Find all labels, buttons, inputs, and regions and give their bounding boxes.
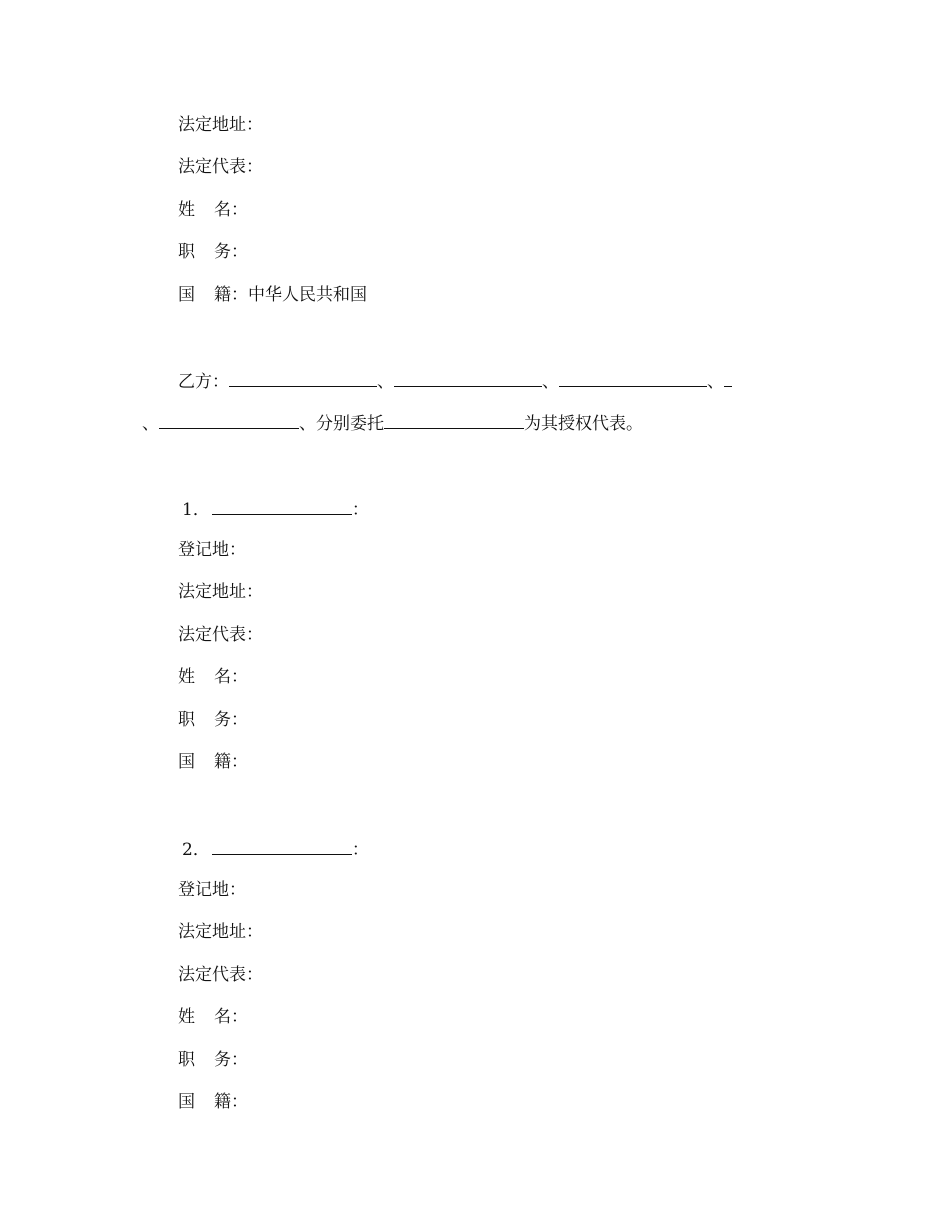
party-b-blank-4[interactable] <box>724 370 732 387</box>
entity-1-legal-rep-label: 法定代表： <box>178 625 263 645</box>
title-label-char-2: 务： <box>214 1050 248 1070</box>
nationality-label-char-1: 国 <box>178 1092 195 1112</box>
colon: ： <box>351 500 369 520</box>
name-label-char-2: 名： <box>214 667 248 687</box>
name-label-char-2: 名： <box>214 200 248 220</box>
entity-1-name-blank[interactable] <box>212 498 352 515</box>
separator: 、 <box>377 372 394 392</box>
entity-1-nationality-label <box>178 751 248 773</box>
authorized-rep-text: 为其授权代表。 <box>524 414 643 434</box>
party-b-blank-1[interactable] <box>229 370 377 387</box>
nationality-label-char-2: 籍： <box>214 285 248 305</box>
name-label-char-1: 姓 <box>178 1007 195 1027</box>
title-label-char-1: 职 <box>178 710 195 730</box>
separator: 、 <box>707 372 724 392</box>
party-b-line-1 <box>178 370 732 393</box>
party-b-blank-5[interactable] <box>159 412 299 429</box>
entity-1-registration-label: 登记地： <box>178 540 246 560</box>
party-a-legal-rep-label: 法定代表： <box>178 157 263 177</box>
party-a-nationality <box>178 284 367 306</box>
entity-1-heading <box>182 498 369 521</box>
entity-1-legal-address-label: 法定地址： <box>178 582 263 602</box>
separator: 、 <box>542 372 559 392</box>
entity-1-name-label <box>178 666 248 688</box>
entity-2-nationality-label <box>178 1091 248 1113</box>
party-b-blank-2[interactable] <box>394 370 542 387</box>
nationality-label-char-1: 国 <box>178 752 195 772</box>
nationality-label-char-2: 籍： <box>214 752 248 772</box>
entity-2-name-label <box>178 1006 248 1028</box>
party-b-label: 乙方： <box>178 372 229 392</box>
entity-2-legal-address-label: 法定地址： <box>178 922 263 942</box>
nationality-label-char-1: 国 <box>178 285 195 305</box>
party-a-name-label <box>178 199 248 221</box>
name-label-char-1: 姓 <box>178 667 195 687</box>
entity-number: 1． <box>182 500 210 520</box>
separator: 、 <box>142 414 159 434</box>
entity-2-name-blank[interactable] <box>212 838 352 855</box>
party-b-blank-3[interactable] <box>559 370 707 387</box>
entity-2-registration-label: 登记地： <box>178 880 246 900</box>
title-label-char-2: 务： <box>214 710 248 730</box>
nationality-value: 中华人民共和国 <box>248 285 367 305</box>
entrust-text: 、分别委托 <box>299 414 384 434</box>
title-label-char-2: 务： <box>214 242 248 262</box>
entity-2-title-label <box>178 1049 248 1071</box>
name-label-char-2: 名： <box>214 1007 248 1027</box>
title-label-char-1: 职 <box>178 242 195 262</box>
entity-2-legal-rep-label: 法定代表： <box>178 965 263 985</box>
party-b-line-2 <box>142 412 643 435</box>
entity-number: 2． <box>182 840 210 860</box>
name-label-char-1: 姓 <box>178 200 195 220</box>
colon: ： <box>351 840 369 860</box>
nationality-label-char-2: 籍： <box>214 1092 248 1112</box>
authorized-rep-blank[interactable] <box>384 412 524 429</box>
entity-1-title-label <box>178 709 248 731</box>
party-a-title-label <box>178 241 248 263</box>
party-a-legal-address-label: 法定地址： <box>178 115 263 135</box>
entity-2-heading <box>182 838 369 861</box>
title-label-char-1: 职 <box>178 1050 195 1070</box>
